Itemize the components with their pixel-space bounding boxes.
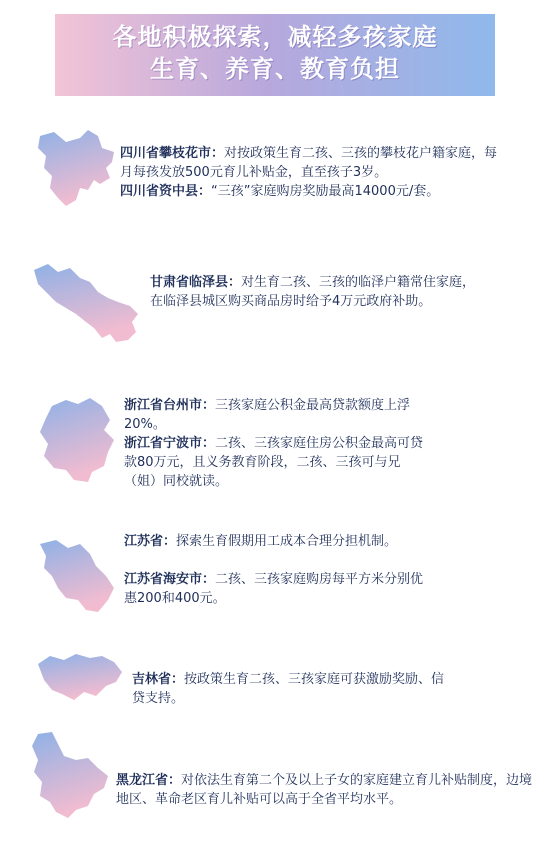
entry-text: 对依法生育第二个及以上子女的家庭建立育儿补贴制度，边境地区、革命老区育儿补贴可以高于全省平均水平。 <box>116 773 533 807</box>
entry-heilongjiang <box>116 771 544 809</box>
region-name: 吉林省： <box>132 672 185 687</box>
entry-jiangsu <box>124 532 424 551</box>
region-name: 四川省攀枝花市： <box>120 146 225 161</box>
entry-haian <box>124 570 424 608</box>
entry-taizhou <box>124 396 414 434</box>
title-banner <box>55 14 495 96</box>
region-name: 江苏省： <box>124 534 177 549</box>
entry-jilin <box>132 670 452 708</box>
region-name: 四川省资中县： <box>120 184 212 199</box>
entry-ningbo <box>124 434 424 491</box>
entry-text: 对按政策生育二孩、三孩的攀枝花户籍家庭，每月每孩发放500元育儿补贴金，直至孩子3岁。 <box>120 146 498 180</box>
entry-text: 对生育二孩、三孩的临泽户籍常住家庭，在临泽县城区购买商品房时给予4万元政府补助。 <box>150 275 476 309</box>
region-name: 浙江省宁波市： <box>124 436 216 451</box>
jilin-map-icon <box>36 652 124 702</box>
entry-text: 按政策生育二孩、三孩家庭可获激励奖励、信贷支持。 <box>132 672 445 706</box>
zhejiang-map-icon <box>38 396 120 486</box>
title-line-2: 生育、养育、教育负担 <box>150 55 400 83</box>
entry-linze <box>150 273 480 311</box>
entry-zizhong <box>120 182 510 201</box>
region-name: 黑龙江省： <box>116 773 182 788</box>
entry-text: 二孩、三孩家庭住房公积金最高可贷款80万元，且义务教育阶段，二孩、三孩可与兄（姐）同校就读。 <box>124 436 424 489</box>
entry-panzhihua <box>120 144 510 182</box>
sichuan-map-icon <box>36 128 118 210</box>
entry-text: “三孩”家庭购房奖励最高14000元/套。 <box>211 184 440 199</box>
jiangsu-map-icon <box>36 538 116 614</box>
entry-text: 三孩家庭公积金最高贷款额度上浮20%。 <box>124 398 411 432</box>
entry-text: 探索生育假期用工成本合理分担机制。 <box>176 534 398 549</box>
gansu-map-icon <box>32 262 142 346</box>
region-name: 甘肃省临泽县： <box>150 275 242 290</box>
title-line-1: 各地积极探索，减轻多孩家庭 <box>112 23 438 51</box>
entry-text: 二孩、三孩家庭购房每平方米分别优惠200和400元。 <box>124 572 424 606</box>
region-name: 浙江省台州市： <box>124 398 216 413</box>
region-name: 江苏省海安市： <box>124 572 216 587</box>
heilongjiang-map-icon <box>28 730 112 820</box>
